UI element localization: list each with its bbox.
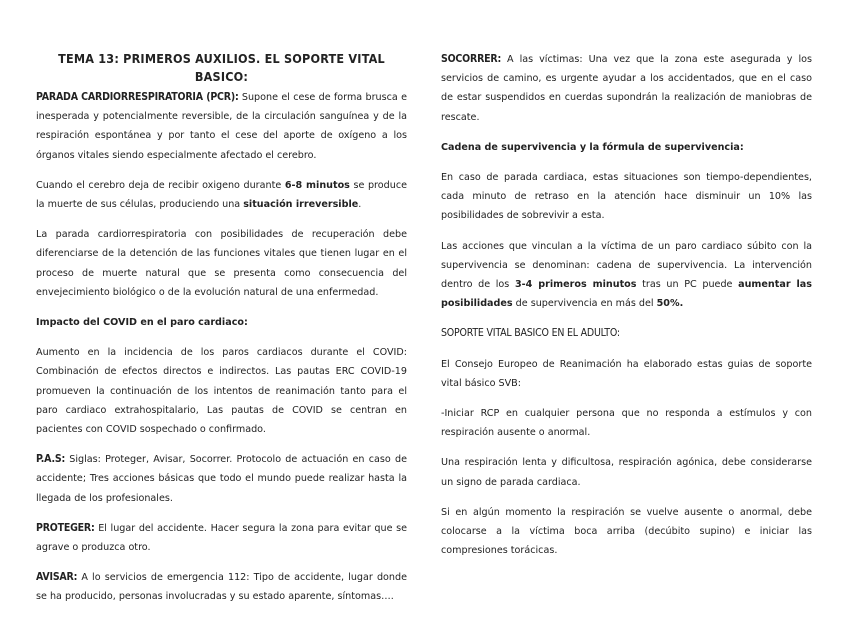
paragraph-pas [36,450,407,508]
paragraph-agonica: Una respiración lenta y dificultosa, respiración agónica, debe considerarse un signo de parada cardiaca. [441,457,812,488]
paragraph-recovery: La parada cardiorrespiratoria con posibilidades de recuperación debe diferenciarse de la detención de las funciones vitales que tienen lugar en el proceso de muerte natural que se presenta como consecuencia del envejecimiento biológico o de la evolución natural de una enfermedad. [36,229,407,298]
brain-text-2: se produce la muerte de sus células, produciendo una [36,179,407,211]
covid-heading: Impacto del COVID en el paro cardiaco: [36,317,248,329]
pcr-label: PARADA CARDIORRESPIRATORIA (PCR): [36,91,239,103]
socorrer-label: SOCORRER: [441,53,502,65]
left-column [36,50,407,618]
proteger-label: PROTEGER: [36,521,95,534]
paragraph-socorrer [441,50,812,127]
cadena-text-3: de supervivencia en más del [512,298,657,310]
cadena-percent: 50%. [656,298,684,310]
pcr-text: Supone el cese de forma brusca e inesperada y potencialmente reversible, de la circulación sanguínea y de la respiración espontánea y por tanto el cese del aporte de oxígeno a los órganos vitales siendo especialmente afectado el cerebro. [36,92,407,161]
cadena-heading: Cadena de supervivencia y la fórmula de supervivencia: [441,141,744,153]
paragraph-cadena [441,237,812,314]
cadena-text-2: tras un PC puede [636,279,739,291]
paragraph-proteger [36,519,407,557]
cadena-increase: aumentar las posibilidades [441,279,812,310]
proteger-text: El lugar del accidente. Hacer segura la zona para evitar que se agrave o produzca otro. [36,522,407,554]
cadena-text-1: Las acciones que vinculan a la víctima de un paro cardiaco súbito con la supervivencia se denominan: cadena de supervivencia. La intervención dentro de los [441,240,812,291]
paragraph-consejo: El Consejo Europeo de Reanimación ha elaborado estas guias de soporte vital básico SVB: [441,358,812,389]
avisar-text: A lo servicios de emergencia 112: Tipo de accidente, lugar donde se ha producido, personas involucradas y su estado aparente, síntomas…. [36,572,407,603]
paragraph-covid: Aumento en la incidencia de los paros cardiacos durante el COVID: Combinación de efectos directos e indirectos. Las pautas ERC COVID-19 promueven la continuación de los intentos de reanimación tanto para el paro cardiaco extrahospitalario, Las pautas de COVID se centran en pacientes con COVID sospechado o confirmado. [36,347,407,436]
page-title: TEMA 13: PRIMEROS AUXILIOS. EL SOPORTE VITAL BASICO: [58,51,385,84]
cadena-minutes: 3-4 primeros minutos [514,279,637,291]
avisar-label: AVISAR: [36,571,78,584]
brain-text-1: Cuando el cerebro deja de recibir oxigeno durante [36,179,285,191]
svb-heading: SOPORTE VITAL BASICO EN EL ADULTO: [441,327,620,340]
brain-minutes: 6-8 minutos [284,179,350,191]
paragraph-brain [36,176,407,214]
paragraph-pcr [36,88,407,165]
pas-label: P.A.S: [36,453,66,466]
socorrer-text: A las víctimas: Una vez que la zona este asegurada y los servicios de camino, es urgente ayudar a los accidentados, que en el caso de estar suspendidos en cuerdas supondrán la realización de maniobras de rescate. [441,54,812,123]
brain-text-3: . [358,199,362,211]
right-column [441,50,812,571]
paragraph-avisar [36,568,407,606]
brain-irreversible: situación irreversible [243,199,359,211]
pas-text: Siglas: Proteger, Avisar, Socorrer. Protocolo de actuación en caso de accidente; Tres acciones básicas que todo el mundo puede realizar hasta la llegada de los profesionales. [36,454,407,504]
paragraph-rcp: -Iniciar RCP en cualquier persona que no responda a estímulos y con respiración ausente o anormal. [441,408,812,439]
paragraph-tiempo: En caso de parada cardiaca, estas situaciones son tiempo-dependientes, cada minuto de retraso en la atención hace disminuir un 10% las posibilidades de sobrevivir a esta. [441,172,812,222]
paragraph-compresiones: Si en algún momento la respiración se vuelve ausente o anormal, debe colocarse a la víctima boca arriba (decúbito supino) e iniciar las compresiones torácicas. [441,506,812,557]
